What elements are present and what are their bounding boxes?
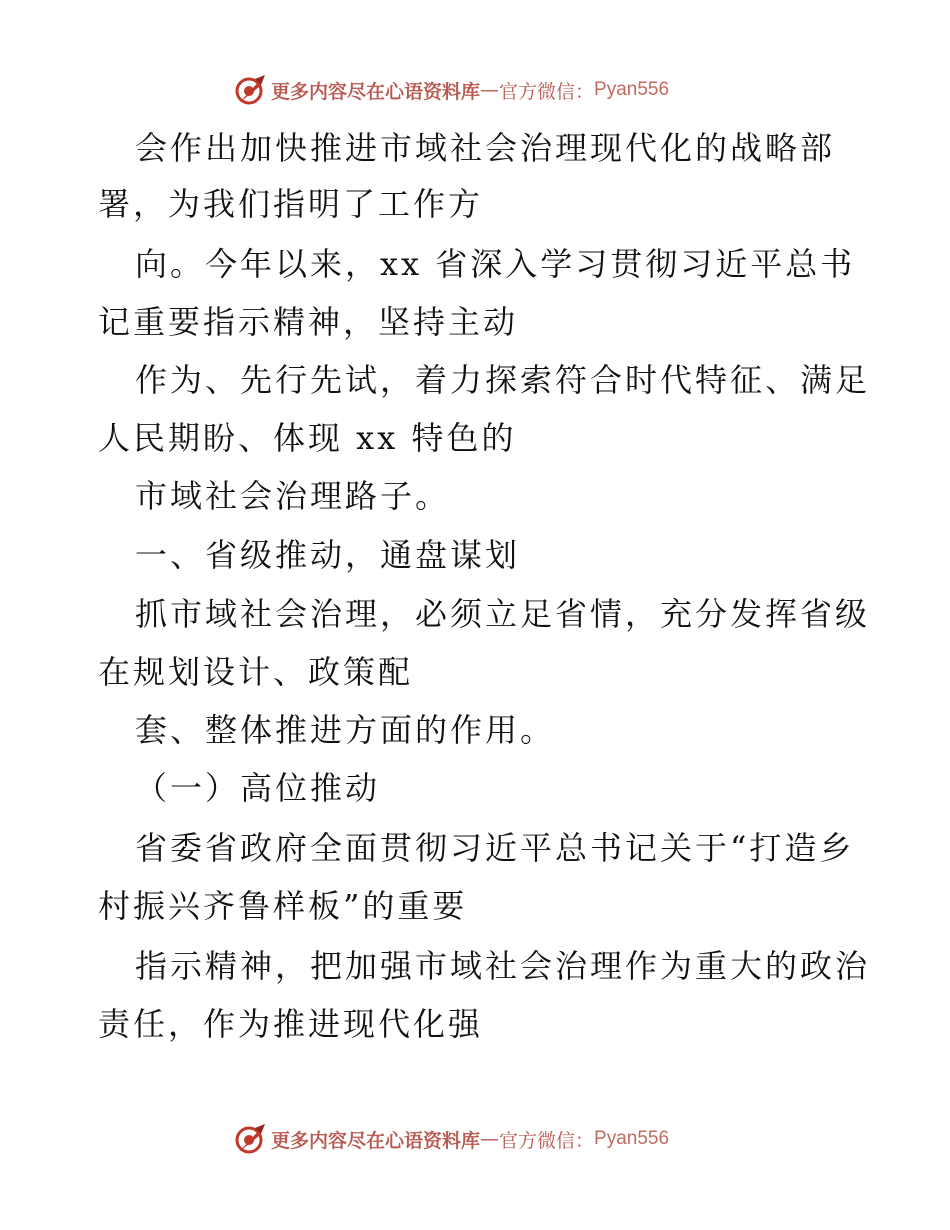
body-line-3: 向。今年以来，xx 省深入学习贯彻习近平总书 xyxy=(135,245,856,283)
body-line-10: 在规划设计、政策配 xyxy=(98,653,414,691)
banner-site-text: 更多内容尽在心语资料库 xyxy=(271,80,481,103)
banner-wechat-account: Pyan556 xyxy=(594,1128,670,1149)
body-line-5: 作为、先行先试，着力探索符合时代特征、满足 xyxy=(135,361,871,399)
banner-site-text: 更多内容尽在心语资料库 xyxy=(271,1129,481,1152)
banner-dash: — xyxy=(480,79,500,101)
footer-banner xyxy=(233,1121,713,1157)
banner-wechat-account: Pyan556 xyxy=(594,79,670,100)
body-line-13: 省委省政府全面贯彻习近平总书记关于“打造乡 xyxy=(135,829,855,867)
body-line-2: 署，为我们指明了工作方 xyxy=(98,185,484,223)
banner-wechat-label: 官方微信： xyxy=(499,80,595,103)
body-line-14: 村振兴齐鲁样板”的重要 xyxy=(98,887,468,925)
body-line-11: 套、整体推进方面的作用。 xyxy=(135,711,556,749)
body-line-16: 责任，作为推进现代化强 xyxy=(98,1005,484,1043)
banner-dash: — xyxy=(480,1128,500,1150)
body-line-4: 记重要指示精神，坚持主动 xyxy=(98,303,519,341)
body-line-6: 人民期盼、体现 xx 特色的 xyxy=(98,419,517,457)
quill-logo-icon xyxy=(233,1122,267,1156)
subsection-heading-1: （一）高位推动 xyxy=(135,769,381,807)
quill-logo-icon xyxy=(233,73,267,107)
body-line-15: 指示精神，把加强市域社会治理作为重大的政治 xyxy=(135,947,871,985)
section-heading-1: 一、省级推动，通盘谋划 xyxy=(135,536,521,574)
body-line-7: 市域社会治理路子。 xyxy=(135,477,451,515)
body-line-1: 会作出加快推进市域社会治理现代化的战略部 xyxy=(135,129,836,167)
banner-wechat-label: 官方微信： xyxy=(499,1129,595,1152)
body-line-9: 抓市域社会治理，必须立足省情，充分发挥省级 xyxy=(135,595,871,633)
header-banner xyxy=(233,72,713,108)
